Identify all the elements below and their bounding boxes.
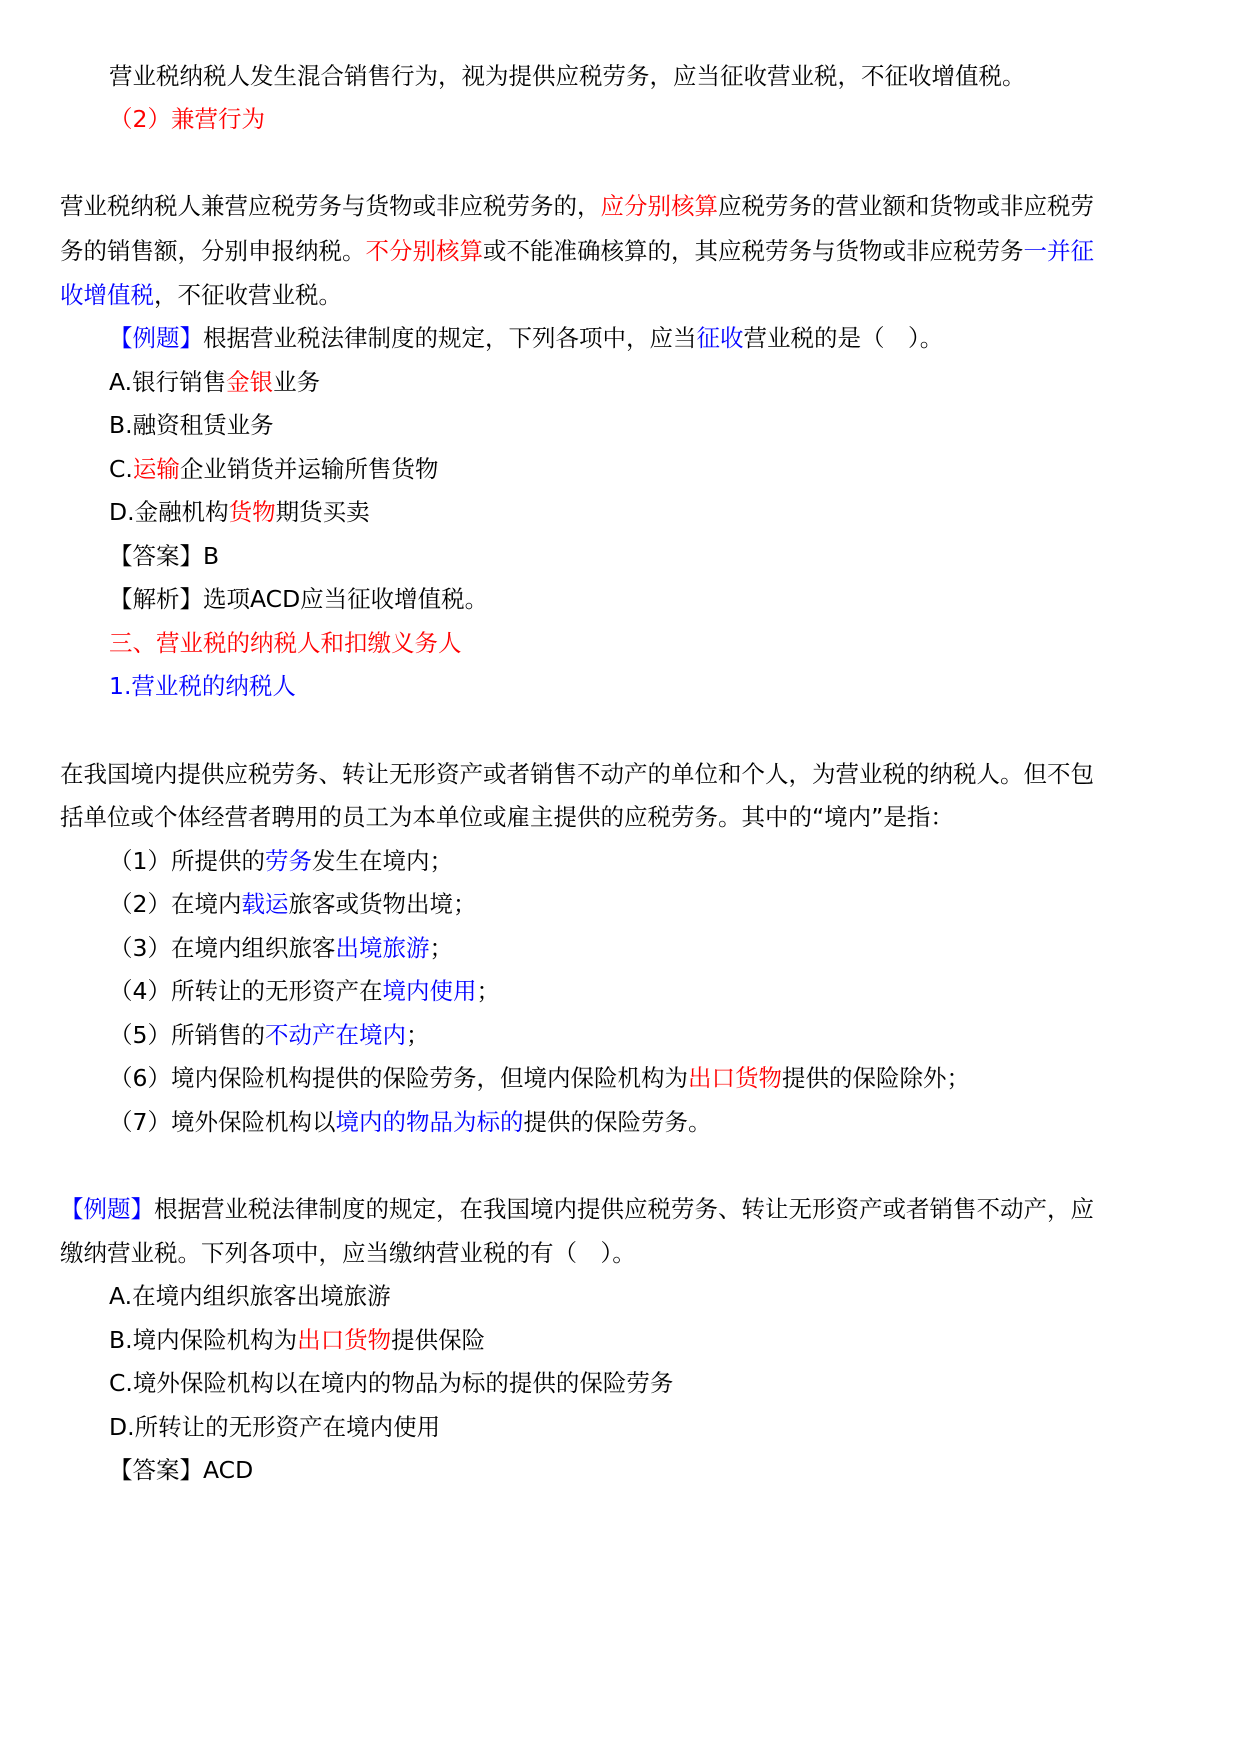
text-segment: 或不能准确核算的，其应税劳务与货物或非应税劳务 xyxy=(483,237,1024,265)
text-segment: 三、营业税的纳税人和扣缴义务人 xyxy=(109,629,462,657)
text-line xyxy=(60,280,342,310)
analysis xyxy=(109,584,488,614)
text-segment: 出口货物 xyxy=(687,1064,782,1092)
text-segment: （4）所转让的无形资产在 xyxy=(109,977,383,1005)
option-a xyxy=(109,367,320,397)
text-segment: （5）所销售的 xyxy=(109,1021,265,1049)
option-d xyxy=(109,1412,440,1442)
text-segment: C. xyxy=(109,455,133,483)
option-b xyxy=(109,1325,485,1355)
text-line xyxy=(60,191,1094,221)
text-segment: 1.营业税的纳税人 xyxy=(109,672,296,700)
text-segment: 提供的保险劳务。 xyxy=(523,1108,712,1136)
text-segment: 【答案】B xyxy=(109,542,220,570)
option-c xyxy=(109,1368,673,1398)
text-segment: 载运 xyxy=(241,890,289,918)
text-segment: 发生在境内； xyxy=(311,847,453,875)
text-segment: 货物 xyxy=(228,498,276,526)
section-heading xyxy=(109,628,462,658)
example-question xyxy=(109,323,943,353)
text-segment: 营业税的是（ ）。 xyxy=(743,324,944,352)
text-segment: 劳务 xyxy=(264,847,312,875)
text-segment: 营业税纳税人发生混合销售行为，视为提供应税劳务，应当征收营业税，不征收增值税。 xyxy=(109,62,1026,90)
text-segment: ； xyxy=(429,934,453,962)
text-segment: 一并征 xyxy=(1023,237,1094,265)
text-segment: D.金融机构 xyxy=(109,498,229,526)
text-segment: 应分别核算 xyxy=(600,192,718,220)
text-segment: 【答案】ACD xyxy=(109,1456,254,1484)
text-segment: 运输 xyxy=(132,455,180,483)
option-b xyxy=(109,410,274,440)
list-item xyxy=(109,1063,970,1093)
text-segment: 旅客或货物出境； xyxy=(288,890,477,918)
text-segment: 出口货物 xyxy=(297,1326,392,1354)
text-segment: 企业销货并运输所售货物 xyxy=(179,455,439,483)
text-line xyxy=(60,802,954,832)
option-c xyxy=(109,454,438,484)
text-line xyxy=(60,1238,636,1268)
text-segment: 【例题】 xyxy=(109,324,203,352)
text-line xyxy=(60,759,1094,789)
text-segment: 不动产在境内 xyxy=(264,1021,406,1049)
text-segment: 不分别核算 xyxy=(365,237,483,265)
text-segment: C.境外保险机构以在境内的物品为标的提供的保险劳务 xyxy=(109,1369,674,1397)
text-segment: 提供保险 xyxy=(391,1326,486,1354)
text-segment: ； xyxy=(405,1021,430,1049)
text-segment: 根据营业税法律制度的规定，在我国境内提供应税劳务、转让无形资产或者销售不动产，应 xyxy=(154,1195,1094,1223)
text-segment: 在我国境内提供应税劳务、转让无形资产或者销售不动产的单位和个人，为营业税的纳税人。但不包 xyxy=(60,760,1094,788)
text-segment: B.融资租赁业务 xyxy=(109,411,274,439)
text-segment: 【解析】选项ACD应当征收增值税。 xyxy=(109,585,489,613)
answer xyxy=(109,541,219,571)
list-item xyxy=(109,976,500,1006)
text-segment: 应税劳务的营业额和货物或非应税劳 xyxy=(718,192,1094,220)
option-a xyxy=(109,1281,391,1311)
text-segment: 提供的保险除外； xyxy=(781,1064,970,1092)
list-item xyxy=(109,1107,711,1137)
answer xyxy=(109,1455,253,1485)
subsection-heading xyxy=(109,104,265,134)
subsection-heading xyxy=(109,671,296,701)
text-segment: 业务 xyxy=(273,368,321,396)
text-segment: （7）境外保险机构以 xyxy=(109,1108,336,1136)
list-item xyxy=(109,933,453,963)
text-segment: 征收 xyxy=(696,324,744,352)
text-line xyxy=(60,236,1094,266)
list-item xyxy=(109,1020,429,1050)
text-segment: （3）在境内组织旅客 xyxy=(109,934,336,962)
text-segment: 缴纳营业税。下列各项中，应当缴纳营业税的有（ ）。 xyxy=(60,1239,636,1267)
text-segment: 境内使用 xyxy=(382,977,477,1005)
text-segment: 【例题】 xyxy=(60,1195,154,1223)
text-segment: （1）所提供的 xyxy=(109,847,265,875)
text-segment: （6）境内保险机构提供的保险劳务，但境内保险机构为 xyxy=(109,1064,688,1092)
text-segment: 期货买卖 xyxy=(275,498,370,526)
text-segment: A.银行销售 xyxy=(109,368,227,396)
text-segment: 根据营业税法律制度的规定，下列各项中，应当 xyxy=(203,324,697,352)
text-segment: （2）兼营行为 xyxy=(109,105,265,133)
text-segment: D.所转让的无形资产在境内使用 xyxy=(109,1413,441,1441)
text-segment: 境内的物品为标的 xyxy=(335,1108,524,1136)
list-item xyxy=(109,846,453,876)
text-segment: ，不征收营业税。 xyxy=(154,281,342,309)
option-d xyxy=(109,497,370,527)
text-segment: 务的销售额，分别申报纳税。 xyxy=(60,237,366,265)
text-segment: ； xyxy=(476,977,500,1005)
text-segment: 营业税纳税人兼营应税劳务与货物或非应税劳务的， xyxy=(60,192,601,220)
text-segment: 括单位或个体经营者聘用的员工为本单位或雇主提供的应税劳务。其中的“境内”是指： xyxy=(60,803,954,831)
text-line xyxy=(109,61,1026,91)
text-segment: 金银 xyxy=(226,368,274,396)
text-segment: 收增值税 xyxy=(60,281,154,309)
text-segment: 出境旅游 xyxy=(335,934,430,962)
text-segment: （2）在境内 xyxy=(109,890,242,918)
text-segment: B.境内保险机构为 xyxy=(109,1326,298,1354)
list-item xyxy=(109,889,476,919)
example-question xyxy=(60,1194,1094,1224)
text-segment: A.在境内组织旅客出境旅游 xyxy=(109,1282,391,1310)
